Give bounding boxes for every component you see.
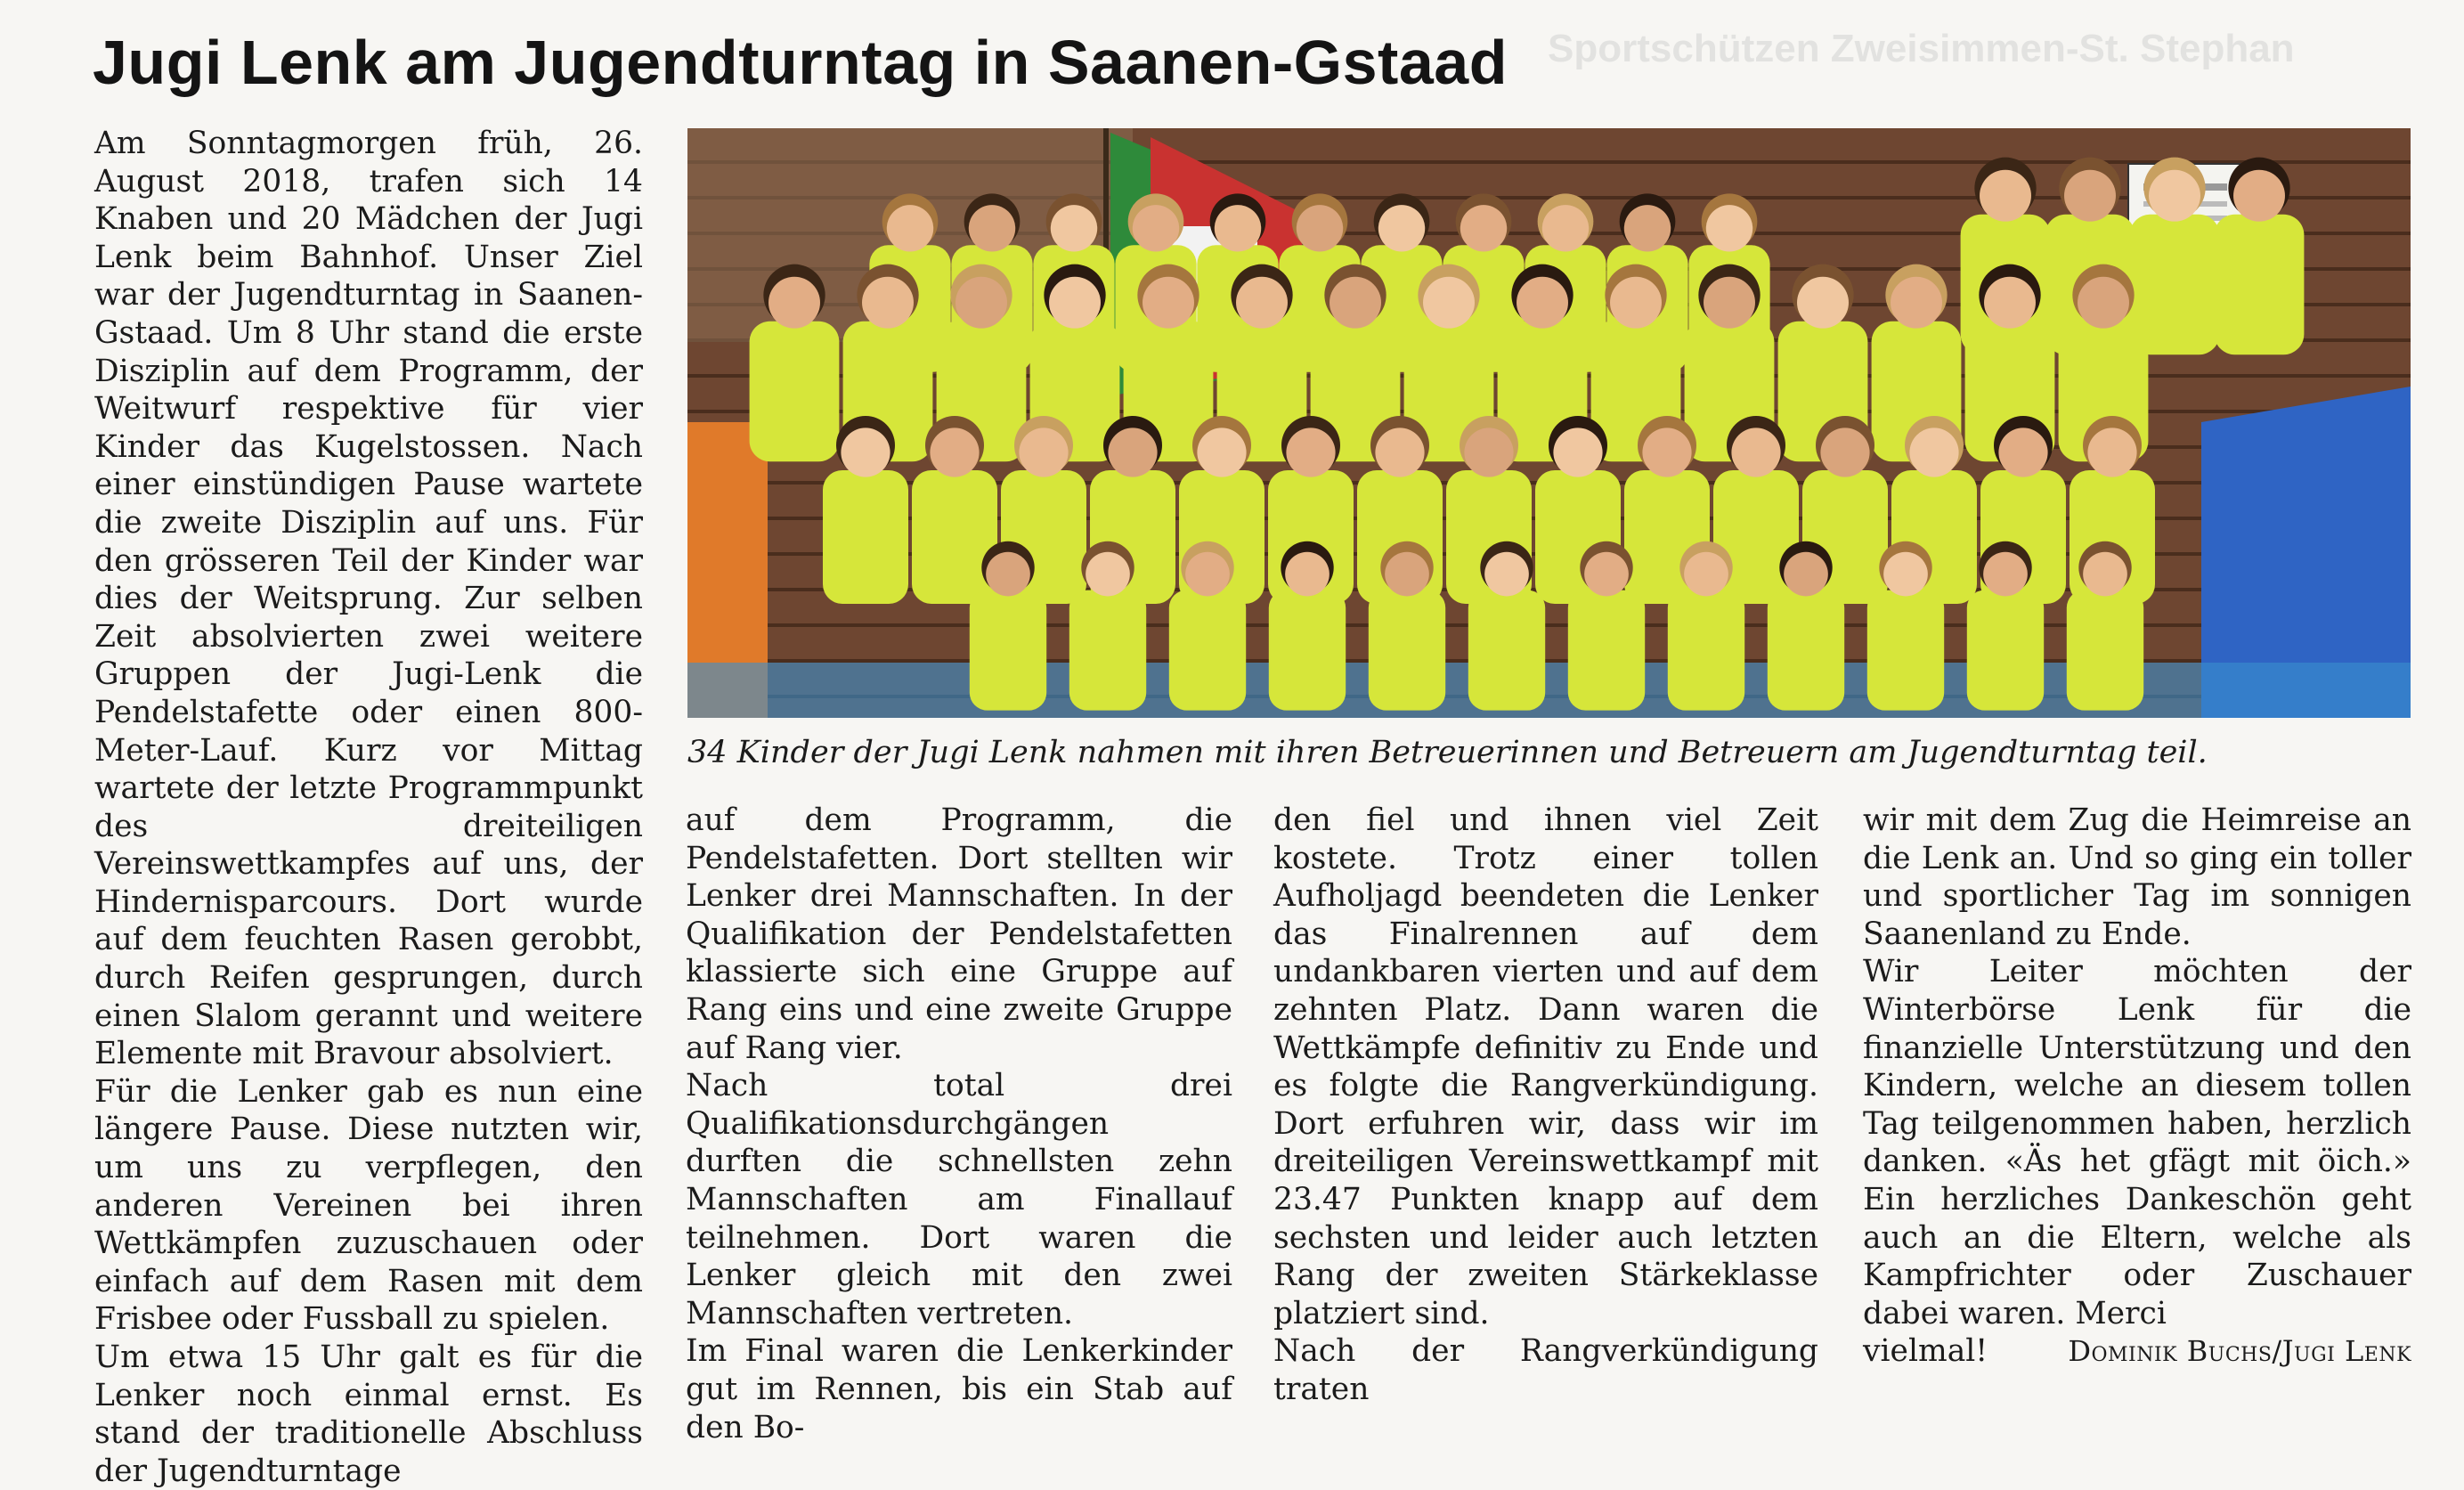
paragraph: Wir Leiter möchten der Winterbörse Lenk für die finanzielle Unterstützung und den Kindern, welche an diesem tollen Tag teilgenommen haben, herzlich danken. «Äs het gfägt mit öich.» Ein herzliches Dankeschön geht auch an die Eltern, welche als Kampfrichter oder Zuschauer dabei waren. Merci	[1863, 954, 2411, 1331]
paragraph: Nach total drei Qualifikationsdurchgängen durften die schnellsten zehn Mannschaften am Finallauf teilnehmen. Dort waren die Lenker gleich mit den zwei Mannschaften vertreten.	[686, 1068, 1232, 1331]
article-column-1	[94, 125, 643, 1490]
paragraph: Für die Lenker gab es nun eine längere Pause. Diese nutzten wir, um uns zu verpflegen, den anderen Vereinen bei ihren Wettkämpfen zuzuschauen oder einfach auf dem Rasen mit dem Frisbee oder Fussball zu spielen.	[94, 1073, 643, 1338]
article-headline: Jugi Lenk am Jugendturntag in Saanen-Gstaad	[93, 28, 1508, 97]
paragraph: Am Sonntagmorgen früh, 26. August 2018, trafen sich 14 Knaben und 20 Mädchen der Jugi Lenk beim Bahnhof. Unser Ziel war der Jugendturntag in Saanen-Gstaad. Um 8 Uhr stand die erste Disziplin auf dem Programm, der Weitwurf respektive für vier Kinder das Kugelstossen. Nach einer einstündigen Pause wartete die zweite Disziplin auf uns. Für den grösseren Teil der Kinder war dies der Weitsprung. Zur selben Zeit absolvierten zwei weitere Gruppen der Jugi-Lenk die Pendelstafette oder einen 800-Meter-Lauf. Kurz vor Mittag wartete der letzte Programmpunkt des dreiteiligen Vereinswettkampfes auf uns, der Hindernisparcours. Dort wurde auf dem feuchten Rasen gerobbt, durch Reifen gesprungen, durch einen Slalom gerannt und weitere Elemente mit Bravour absolviert.	[94, 126, 643, 1072]
paragraph: auf dem Programm, die Pendelstafetten. Dort stellten wir Lenker drei Mannschaften. In der Qualifikation der Pendelstafetten klassierte sich eine Gruppe auf Rang eins und eine zweite Gruppe auf Rang vier.	[686, 802, 1232, 1066]
neighbor-article-headline: Sportschützen Zweisimmen-St. Stephan	[1548, 27, 2295, 70]
article-column-4	[1863, 802, 2411, 1371]
photo-caption: 34 Kinder der Jugi Lenk nahmen mit ihren Betreuerinnen und Betreuern am Jugendturntag teil.	[687, 735, 2208, 770]
article-author: Dominik Buchs/Jugi Lenk	[2068, 1334, 2411, 1369]
paragraph: wir mit dem Zug die Heimreise an die Lenk an. Und so ging ein toller und sportlicher Tag im sonnigen Saanenland zu Ende.	[1863, 802, 2411, 952]
group-photo	[687, 128, 2411, 718]
paragraph: Um etwa 15 Uhr galt es für die Lenker noch einmal ernst. Es stand der traditionelle Abschluss der Jugendturntage	[94, 1339, 643, 1489]
closing-text: vielmal!	[1863, 1333, 1988, 1370]
article-column-3	[1273, 802, 1818, 1409]
paragraph: Nach der Rangverkündigung traten	[1273, 1333, 1818, 1407]
paragraph: den fiel und ihnen viel Zeit kostete. Trotz einer tollen Aufholjagd beendeten die Lenker das Finalrennen auf dem undankbaren vierten und auf dem zehnten Platz. Dann waren die Wettkämpfe definitiv zu Ende und es folgte die Rangverkündigung. Dort erfuhren wir, dass wir im dreiteiligen Vereinswettkampf mit 23.47 Punkten knapp auf dem sechsten und leider auch letzten Rang der zweiten Stärkeklasse platziert sind.	[1273, 802, 1818, 1331]
signature-line	[1863, 1332, 2411, 1371]
article-column-2	[686, 802, 1232, 1446]
paragraph: Im Final waren die Lenkerkinder gut im Rennen, bis ein Stab auf den Bo-	[686, 1333, 1232, 1445]
